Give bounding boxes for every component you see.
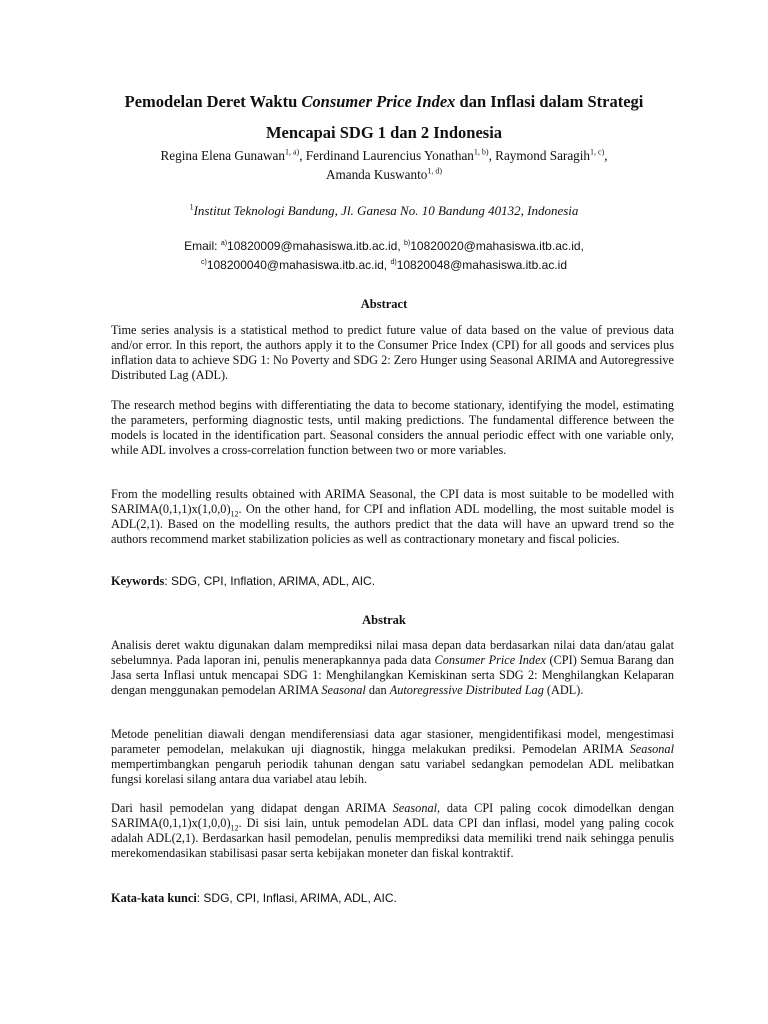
italic-term: Autoregressive Distributed Lag xyxy=(389,683,544,697)
abstrak-p3-text: , data CPI paling cocok dimodelkan dengan SARIMA(0,1,1)x(1,0,0) xyxy=(111,801,674,830)
author-sup: 1, c) xyxy=(590,147,605,157)
author-sup: 1, d) xyxy=(427,166,443,176)
abstrak-paragraph-3 xyxy=(111,801,674,861)
email-block xyxy=(60,237,708,275)
abstrak-p1-text: Analisis deret waktu digunakan dalam memprediksi nilai masa depan data berdasarkan nilai data dan/atau galat sebelumnya. Pada laporan ini, penulis menerapkannya pada data xyxy=(111,638,674,667)
email-sup: b) xyxy=(404,240,411,247)
author-sup: 1, b) xyxy=(473,147,489,157)
abstract-heading: Abstract xyxy=(360,297,408,311)
kata-kunci-label: Kata-kata kunci xyxy=(111,891,197,905)
italic-term: Seasonal xyxy=(392,801,438,815)
author-name: Raymond Saragih xyxy=(495,148,591,163)
email-sup: c) xyxy=(200,259,207,266)
author-sup: 1, a) xyxy=(284,147,300,157)
abstrak-p3-text: Dari hasil pemodelan yang didapat dengan ARIMA xyxy=(111,801,393,815)
keywords-value: : SDG, CPI, Inflation, ARIMA, ADL, AIC. xyxy=(164,574,376,588)
abstrak-paragraph-1 xyxy=(111,638,674,698)
author-name: Regina Elena Gunawan xyxy=(160,148,285,163)
abstrak-heading: Abstrak xyxy=(362,613,406,627)
kata-kunci-value: : SDG, CPI, Inflasi, ARIMA, ADL, AIC. xyxy=(196,891,397,905)
abstrak-p3-text: . Di sisi lain, untuk pemodelan ADL data CPI dan inflasi, model yang paling cocok adalah ADL(2,1). Berdasarkan hasil pemodelan, penulis memprediksi data memiliki trend naik sehingga penulis merekomendasikan stabilisasi pasar serta kebijakan moneter dan fiskal kontraktif. xyxy=(111,816,674,860)
author-name: Amanda Kuswanto xyxy=(325,167,428,182)
email-label: Email: xyxy=(184,239,221,253)
abstrak-p2-text: mempertimbangkan pengaruh periodik tahunan dengan satu variabel sedangkan pemodelan ADL melibatkan fungsi korelasi silang antara dua variabel atau lebih. xyxy=(111,757,674,786)
title-text: Pemodelan Deret Waktu xyxy=(124,92,302,111)
title-text-cont: dan Inflasi dalam Strategi xyxy=(455,92,644,111)
abstract-p3-text: From the modelling results obtained with ARIMA Seasonal, the CPI data is most suitable to be modelled with SARIMA(0,1,1)x(1,0,0) xyxy=(111,487,674,516)
keywords xyxy=(111,574,674,589)
title-line-2: Mencapai SDG 1 dan 2 Indonesia xyxy=(265,123,503,142)
abstract-paragraph-3 xyxy=(111,487,674,547)
italic-term: Seasonal xyxy=(629,742,674,756)
author-list: Regina Elena Gunawan$^{1, a)}$, Ferdinand Laurencius Yonathan$^{1, b)}$, Raymond Saragih$^{1, c)}$, Amanda Kuswanto$^{1, d)}$ xyxy=(160,147,608,182)
subscript: 12 xyxy=(230,509,239,519)
author-name: Ferdinand Laurencius Yonathan xyxy=(305,148,474,163)
abstract-paragraph-2: The research method begins with differentiating the data to become stationary, identifying the model, estimating the parameters, performing diagnostic tests, until making predictions. The fundamental difference between the models is located in the identification part. Seasonal considers the annual periodic effect with one variable only, while ADL involves a cross-correlation function between two or more variables. xyxy=(111,398,674,457)
affiliation xyxy=(60,203,708,219)
keywords-label: Keywords xyxy=(111,574,165,588)
abstrak-p1-text: (ADL). xyxy=(543,683,584,697)
title-italic-text: Consumer Price Index xyxy=(301,92,456,111)
affiliation-text: Institut Teknologi Bandung, Jl. Ganesa No. 10 Bandung 40132, Indonesia xyxy=(193,203,579,218)
abstrak-p2-text: Metode penelitian diawali dengan mendiferensiasi data agar stasioner, mengidentifikasi model, mengestimasi parameter pemodelan, melakukan uji diagnostik, hingga melakukan prediksi. Pemodelan ARIMA xyxy=(111,727,674,756)
email-sup: a) xyxy=(220,240,228,247)
subscript: 12 xyxy=(230,823,239,833)
affiliation-sup: 1 xyxy=(189,202,194,212)
abstract-p3-text-cont: . On the other hand, for CPI and inflation ADL modelling, the most suitable model is ADL(2,1). Based on the modelling results, the authors predict that the data will have an upward trend so the authors recommend market stabilization policies as well as contractionary monetary and fiscal policies. xyxy=(111,502,674,546)
email-sup: d) xyxy=(390,259,397,266)
paper-title xyxy=(60,86,708,148)
email-address[interactable]: 10820048@mahasiswa.itb.ac.id xyxy=(396,258,567,272)
italic-term: Consumer Price Index xyxy=(434,653,547,667)
abstrak-paragraph-2 xyxy=(111,727,674,787)
email-address[interactable]: 108200040@mahasiswa.itb.ac.id, xyxy=(206,258,388,272)
abstrak-p1-text: dan xyxy=(365,683,390,697)
abstrak-p1-text: (CPI) Semua Barang dan Jasa serta Inflasi untuk mencapai SDG 1: Menghilangkan Kemiskinan serta SDG 2: Menghilangkan Kelaparan dengan menggunakan pemodelan ARIMA xyxy=(111,653,674,697)
abstract-paragraph-1: Time series analysis is a statistical method to predict future value of data based on the value of previous data and/or error. In this report, the authors apply it to the Consumer Price Index (CPI) for all goods and services plus inflation data to achieve SDG 1: No Poverty and SDG 2: Zero Hunger using Seasonal ARIMA and Autoregressive Distributed Lag (ADL). xyxy=(111,323,674,382)
email-address[interactable]: 10820009@mahasiswa.itb.ac.id, xyxy=(227,239,401,253)
email-address[interactable]: 10820020@mahasiswa.itb.ac.id, xyxy=(410,239,584,253)
kata-kunci xyxy=(111,891,674,906)
italic-term: Seasonal xyxy=(321,683,366,697)
